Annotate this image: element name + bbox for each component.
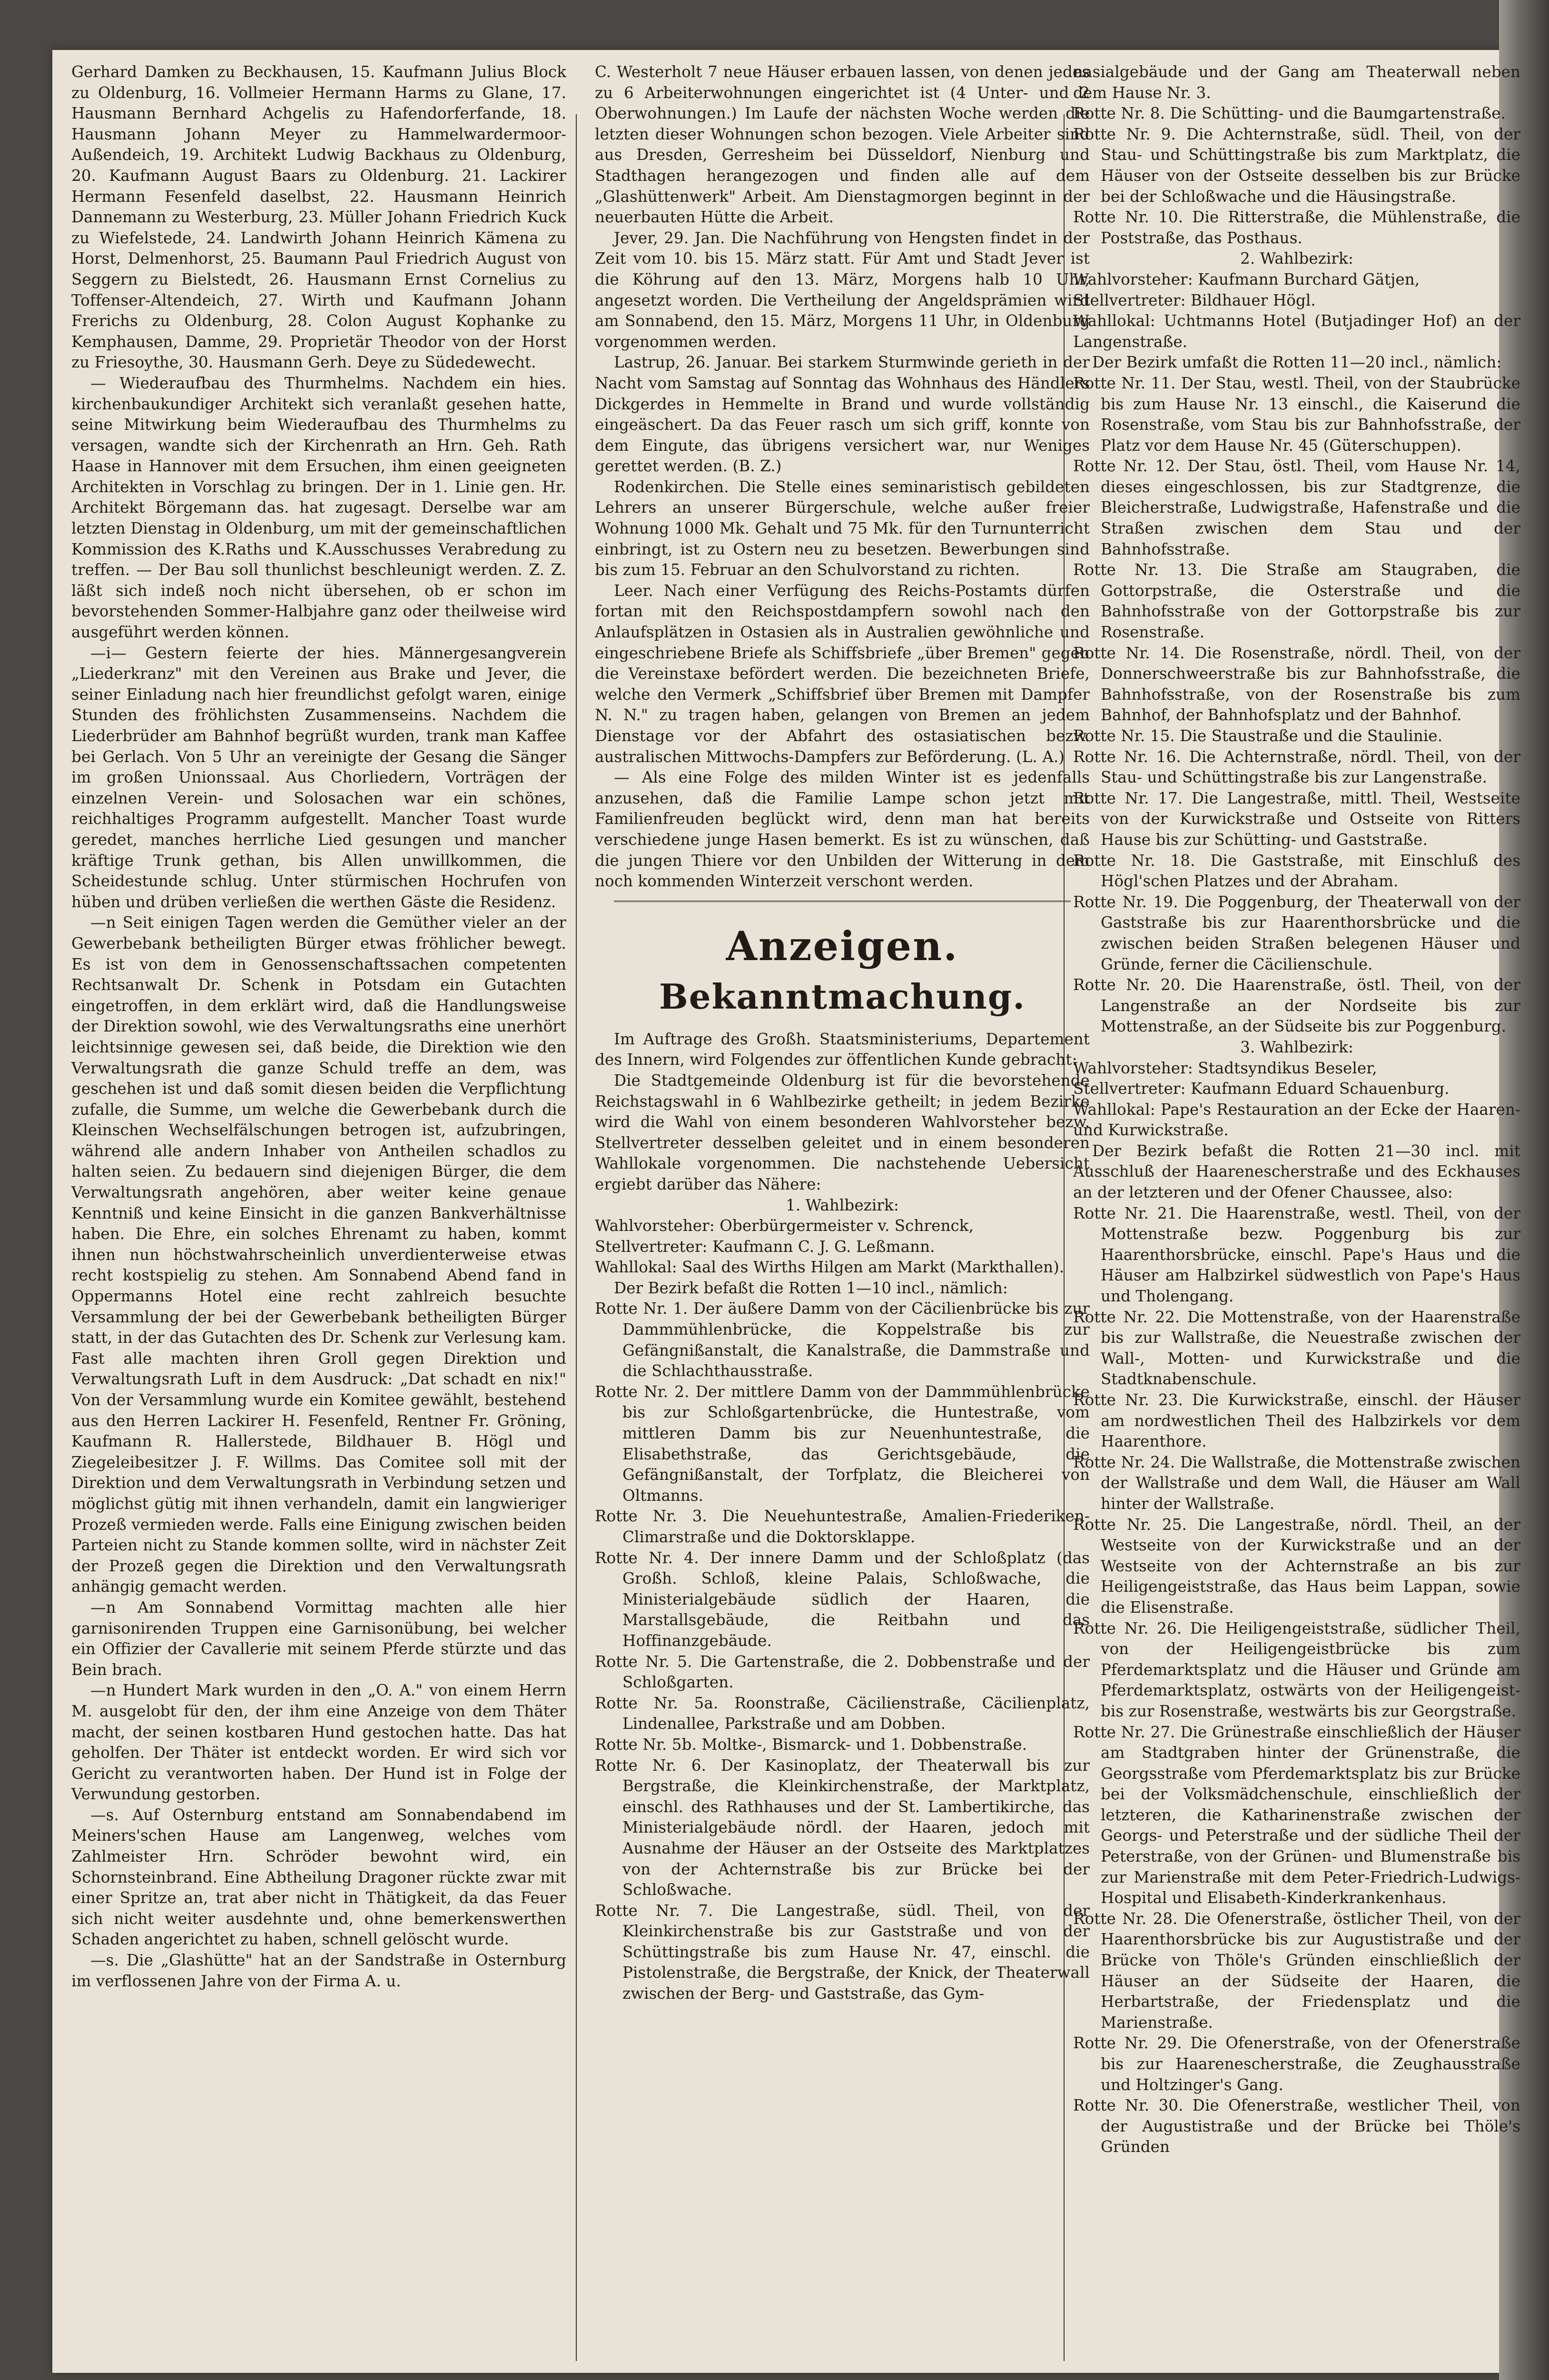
- column-middle: [595, 62, 1090, 2004]
- rotte-entry: Rotte Nr. 25. Die Langestraße, nördl. Theil, an der Westseite von der Kurwickstraße und an der Westseite von der Achternstraße an bis zur Heiligengeiststraße, das Haus beim Lappan, sowie die Elisenstraße.: [1073, 1515, 1520, 1616]
- district-deputy: Stellvertreter: Bildhauer Högl.: [1073, 291, 1316, 309]
- district-chair: Wahlvorsteher: Oberbürgermeister v. Schrenck,: [595, 1217, 974, 1235]
- rotte-entry: Rotte Nr. 17. Die Langestraße, mittl. Theil, Westseite von der Kurwickstraße und Ostseite von Ritters Hause bis zur Schütting- und Gaststraße.: [1073, 789, 1520, 849]
- rotte-entry: Rotte Nr. 12. Der Stau, östl. Theil, vom Hause Nr. 14, dieses eingeschlossen, bis zur Stadtgrenze, die Bleicherstraße, Ludwigstraße, Hafenstraße und die Straßen zwischen dem Stau und der Bahnhofsstraße.: [1073, 457, 1520, 558]
- rotte-entry: Rotte Nr. 18. Die Gaststraße, mit Einschluß des Högl'schen Platzes und der Abraham.: [1073, 851, 1520, 891]
- rotte-entry: Rotte Nr. 22. Die Mottenstraße, von der Haarenstraße bis zur Wallstraße, die Neuestraße zwischen der Wall-, Motten- und Kurwickstraße und die Stadtknabenschule.: [1073, 1308, 1520, 1388]
- rotte-entry: Rotte Nr. 24. Die Wallstraße, die Mottenstraße zwischen der Wallstraße und dem Wall, die Häuser am Wall hinter der Wallstraße.: [1073, 1453, 1520, 1513]
- district-title: 2. Wahlbezirk:: [1240, 249, 1353, 268]
- rotte-entry: Rotte Nr. 21. Die Haarenstraße, westl. Theil, von der Mottenstraße bezw. Poggenburg bis zur Haarenthorsbrücke, einschl. Pape's Haus und die Häuser am Halbzirkel südwestlich von Pape's Haus und Tholengang.: [1073, 1204, 1520, 1306]
- rotte-entry: Rotte Nr. 9. Die Achternstraße, südl. Theil, von der Stau- und Schüttingstraße bis zum Marktplatz, die Häuser von der Ostseite desselben bis zur Brücke bei der Schloßwache und die Häusingstraße.: [1073, 125, 1520, 206]
- ads-heading: Anzeigen.: [726, 922, 959, 970]
- rotte-entry: Rotte Nr. 15. Die Staustraße und die Staulinie.: [1073, 727, 1443, 745]
- rotte-entry: Rotte Nr. 5b. Moltke-, Bismarck- und 1. Dobbenstraße.: [595, 1735, 1027, 1754]
- paragraph: —s. Die „Glashütte" hat an der Sandstraße in Osternburg im verflossenen Jahre von der Firma A. u.: [71, 1951, 566, 1990]
- paragraph: Rodenkirchen. Die Stelle eines seminaristisch gebildeten Lehrers an unserer Bürgerschule, welche außer freier Wohnung 1000 Mk. Gehalt und 75 Mk. für den Turnunterricht einbringt, ist zu Ostern neu zu besetzen. Bewerbungen sind bis zum 15. Februar an den Schulvorstand zu richten.: [595, 477, 1090, 579]
- rotte-entry: Rotte Nr. 10. Die Ritterstraße, die Mühlenstraße, die Poststraße, das Posthaus.: [1073, 208, 1520, 247]
- paragraph: —n Seit einigen Tagen werden die Gemüther vieler an der Gewerbebank betheiligten Bürger etwas fröhlicher bewegt. Es ist von dem in Genossenschaftssachen competenten Rechtsanwalt Dr. Schenk in Potsdam ein Gutachten eingetroffen, in dem erklärt wird, daß die Handlungsweise der Direktion sowohl, wie des Verwaltungsraths eine unerhört leichtsinnige gewesen sei, daß beide, die Direktion wie den Verwaltungsrath die ganze Schuld treffe an dem, was geschehen ist und daß somit diesen beiden die Verpflichtung zufalle, die Summe, um welche die Gewerbebank durch die Kleinschen Wechselfälschungen betrogen ist, aufzubringen, während alle andern Inhaber von Antheilen schadlos zu halten seien. Zu bedauern sind diejenigen Bürger, die dem Verwaltungsrath angehören, aber weiter keine genaue Kenntniß und keine Einsicht in die ganzen Bankverhältnisse haben. Die Ehre, ein solches Ehrenamt zu haben, kommt ihnen nun höchstwahrscheinlich unverdienterweise etwas recht kostspielig zu stehen. Am Sonnabend Abend fand in Oppermanns Hotel eine recht zahlreich besuchte Versammlung der bei der Gewerbebank betheiligten Bürger statt, in der das Gutachten des Dr. Schenk zur Verlesung kam. Fast alle machten ihren Groll gegen Direktion und Verwaltungsrath Luft in dem Ausdruck: „Dat schadt en nix!" Von der Versammlung wurde ein Komitee gewählt, bestehend aus den Herren Lackirer H. Fesenfeld, Rentner Fr. Gröning, Kaufmann R. Hallerstede, Bildhauer B. Högl und Ziegeleibesitzer J. F. Willms. Das Comitee soll mit der Direktion und dem Verwaltungsrath in Verbindung setzen und möglichst gütig mit ihnen verhandeln, damit ein langwieriger Prozeß vermieden werde. Falls eine Einigung zwischen beiden Parteien nicht zu Stande kommen sollte, wird in nächster Zeit der Prozeß gegen die Direktion und den Verwaltungsrath anhängig gemacht werden.: [71, 913, 566, 1596]
- section-divider: [614, 901, 1071, 903]
- district-scope: Der Bezirk umfaßt die Rotten 11—20 incl., nämlich:: [1092, 353, 1502, 372]
- rotte-entry: Rotte Nr. 2. Der mittlere Damm von der Dammmühlenbrücke bis zur Schloßgartenbrücke, die Huntestraße, vom mittleren Damm bis zur Neuenhuntestraße, die Elisabethstraße, das Gerichtsgebäude, die Gefängnißanstalt, der Torfplatz, die Bleicherei von Oltmanns.: [595, 1382, 1090, 1505]
- paragraph: — Wiederaufbau des Thurmhelms. Nachdem ein hies. kirchenbaukundiger Architekt sich veranlaßt gesehen hatte, seine Mitwirkung beim Wiederaufbau des Thurmhelms zu versagen, wandte sich der Kirchenrath an Hrn. Geh. Rath Haase in Hannover mit dem Ersuchen, ihm einen geeigneten Architekten in Vorschlag zu bringen. Der in 1. Linie gen. Hr. Architekt Börgemann das. hat zugesagt. Derselbe war am letzten Dienstag in Oldenburg, um mit der gemeinschaftlichen Kommission des K.Raths und K.Ausschusses Verabredung zu treffen. — Der Bau soll thunlichst beschleunigt werden. Z. Z. läßt sich indeß noch nicht übersehen, ob er schon im bevorstehenden Sommer-Halbjahre ganz oder theilweise wird ausgeführt werden können.: [71, 374, 566, 642]
- district-venue: Wahllokal: Pape's Restauration an der Ecke der Haaren- und Kurwickstraße.: [1073, 1100, 1520, 1140]
- column-left: [71, 62, 566, 1992]
- rotte-entry: Rotte Nr. 30. Die Ofenerstraße, westlicher Theil, von der Augustistraße und der Brücke bei Thöle's Gründen: [1073, 2096, 1520, 2156]
- district-title: 3. Wahlbezirk:: [1240, 1038, 1353, 1056]
- rotte-entry: Rotte Nr. 28. Die Ofenerstraße, östlicher Theil, von der Haarenthorsbrücke bis zur Augustistraße und der Brücke von Thöle's Gründen einschließlich der Häuser an der Südseite der Haaren, die Herbartstraße, der Friedensplatz und die Marienstraße.: [1073, 1909, 1520, 2032]
- rotte-entry: Rotte Nr. 7. Die Langestraße, südl. Theil, von der Kleinkirchenstraße bis zur Gaststraße und von der Schüttingstraße bis zum Hause Nr. 47, einschl. die Pistolenstraße, die Bergstraße, der Knick, der Theaterwall zwischen der Berg- und Gaststraße, das Gym-: [595, 1901, 1090, 2003]
- paragraph: — Als eine Folge des milden Winter ist es jedenfalls anzusehen, daß die Familie Lampe schon jetzt mit Familienfreuden beglückt wird, denn man hat bereits verschiedene junge Hasen bemerkt. Es ist zu wünschen, daß die jungen Thiere vor den Unbilden der Witterung in dem noch kommenden Winterzeit verschont werden.: [595, 768, 1090, 891]
- rotte-entry: Rotte Nr. 5a. Roonstraße, Cäcilienstraße, Cäcilienplatz, Lindenallee, Parkstraße und am Dobben.: [595, 1694, 1090, 1733]
- rotte-entry-continued: nasialgebäude und der Gang am Theaterwall neben dem Hause Nr. 3.: [1073, 63, 1520, 102]
- rotte-entry: Rotte Nr. 16. Die Achternstraße, nördl. Theil, von der Stau- und Schüttingstraße bis zur Langenstraße.: [1073, 747, 1520, 787]
- district-chair: Wahlvorsteher: Kaufmann Burchard Gätjen,: [1073, 270, 1420, 288]
- column-rule: [576, 114, 577, 2361]
- district-chair: Wahlvorsteher: Stadtsyndikus Beseler,: [1073, 1059, 1377, 1077]
- district-deputy: Stellvertreter: Kaufmann Eduard Schauenburg.: [1073, 1080, 1450, 1098]
- paragraph: —n Hundert Mark wurden in den „O. A." von einem Herrn M. ausgelobt für den, der ihm eine Anzeige von dem Thäter macht, der seinen kostbaren Hund gestochen hatte. Das hat geholfen. Der Thäter ist entdeckt worden. Er wird sich vor Gericht zu verantworten haben. Der Hund ist in Folge der Verwundung gestorben.: [71, 1681, 566, 1804]
- rotte-entry: Rotte Nr. 19. Die Poggenburg, der Theaterwall von der Gaststraße bis zur Haarenthorsbrücke und die zwischen beiden Straßen belegenen Häuser und Gründe, ferner die Cäcilienschule.: [1073, 892, 1520, 973]
- district-scope: Der Bezirk befaßt die Rotten 1—10 incl., nämlich:: [614, 1279, 1008, 1297]
- rotte-entry: Rotte Nr. 8. Die Schütting- und die Baumgartenstraße.: [1073, 104, 1506, 123]
- district-scope: Der Bezirk befaßt die Rotten 21—30 incl. mit Ausschluß der Haarenescherstraße und des Eckhauses an der letzteren und der Ofener Chaussee, also:: [1073, 1141, 1520, 1202]
- rotte-entry: Rotte Nr. 20. Die Haarenstraße, östl. Theil, von der Langenstraße an der Nordseite bis zur Mottenstraße, an der Südseite bis zur Poggenburg.: [1073, 976, 1520, 1036]
- district-venue: Wahllokal: Uchtmanns Hotel (Butjadinger Hof) an der Langenstraße.: [1073, 312, 1520, 351]
- paragraph: Jever, 29. Jan. Die Nachführung von Hengsten findet in der Zeit vom 10. bis 15. März statt. Für Amt und Stadt Jever ist die Köhrung auf den 13. März, Morgens halb 10 Uhr, angesetzt worden. Die Vertheilung der Angeldsprämien wird am Sonnabend, den 15. März, Morgens 11 Uhr, in Oldenburg vorgenommen werden.: [595, 228, 1090, 351]
- column-right: [1073, 62, 1520, 2158]
- district-deputy: Stellvertreter: Kaufmann C. J. G. Leßmann.: [595, 1237, 935, 1256]
- paragraph: Im Auftrage des Großh. Staatsministeriums, Departement des Innern, wird Folgendes zur öffentlichen Kunde gebracht:: [595, 1030, 1090, 1069]
- rotte-entry: Rotte Nr. 29. Die Ofenerstraße, von der Ofenerstraße bis zur Haarenescherstraße, die Zeughausstraße und Holtzinger's Gang.: [1073, 2034, 1520, 2094]
- district-venue: Wahllokal: Saal des Wirths Hilgen am Markt (Markthallen).: [595, 1258, 1065, 1277]
- notice-heading: Bekanntmachung.: [659, 976, 1026, 1017]
- rotte-entry: Rotte Nr. 27. Die Grünestraße einschließlich der Häuser am Stadtgraben hinter der Grünenstraße, die Georgsstraße vom Pferdemarktsplatz bis zur Brücke bei der Volksmädchenschule, einschließlich der letzteren, die Katharinenstraße zwischen der Georgs- und Peterstraße und der südliche Theil der Peterstraße, von der Grünen- und Blumenstraße bis zur Marienstraße mit dem Peter-Friedrich-Ludwigs-Hospital und Elisabeth-Kinderkrankenhaus.: [1073, 1723, 1520, 1907]
- rotte-entry: Rotte Nr. 26. Die Heiligengeiststraße, südlicher Theil, von der Heiligengeistbrücke bis zum Pferdemarktsplatz und die Häuser und Gründe am Pferdemarktsplatz, ostwärts von der Heiligengeist- bis zur Rosenstraße, westwärts bis zur Georgstraße.: [1073, 1619, 1520, 1720]
- paragraph: —i— Gestern feierte der hies. Männergesangverein „Liederkranz" mit den Vereinen aus Brake und Jever, die seiner Einladung nach hier freundlichst gefolgt waren, einige Stunden des fröhlichsten Zusammenseins. Nachdem die Liederbrüder am Bahnhof begrüßt wurden, trank man Kaffee bei Gerlach. Von 5 Uhr an vereinigte der Gesang die Sänger im großen Unionssaal. Aus Chorliedern, Vorträgen der einzelnen Verein- und Solosachen war ein schönes, reichhaltiges Programm aufgestellt. Mancher Toast wurde geredet, manches herrliche Lied gesungen und mancher kräftige Trunk gethan, bis Allen unwillkommen, die Scheidestunde schlug. Unter stürmischen Hochrufen von hüben und drüben verließen die werthen Gäste die Residenz.: [71, 644, 566, 911]
- rotte-entry: Rotte Nr. 3. Die Neuehuntestraße, Amalien-Friederiken-Climarstraße und die Doktorsklappe.: [595, 1507, 1090, 1546]
- rotte-entry: Rotte Nr. 4. Der innere Damm und der Schloßplatz (das Großh. Schloß, kleine Palais, Schloßwache, die Ministerialgebäude südlich der Haaren, die Marstallsgebäude, die Reitbahn und das Hoffinanzgebäude.: [595, 1548, 1090, 1650]
- rotte-entry: Rotte Nr. 23. Die Kurwickstraße, einschl. der Häuser am nordwestlichen Theil des Halbzirkels vor dem Haarenthore.: [1073, 1391, 1520, 1451]
- rotte-entry: Rotte Nr. 6. Der Kasinoplatz, der Theaterwall bis zur Bergstraße, die Kleinkirchenstraße, der Marktplatz, einschl. des Rathhauses und der St. Lambertikirche, das Ministerialgebäude nördl. der Haaren, jedoch mit Ausnahme der Häuser an der Ostseite des Marktplatzes von der Achternstraße bis zur Brücke bei der Schloßwache.: [595, 1756, 1090, 1899]
- paragraph: C. Westerholt 7 neue Häuser erbauen lassen, von denen jedes zu 6 Arbeiterwohnungen eingerichtet ist (4 Unter- und 2 Oberwohnungen.) Im Laufe der nächsten Woche werden die letzten dieser Wohnungen schon bezogen. Viele Arbeiter sind aus Dresden, Gerresheim bei Düsseldorf, Nienburg und Stadthagen herangezogen und finden alle auf dem „Glashüttenwerk" Arbeit. Am Dienstagmorgen beginnt in der neuerbauten Hütte die Arbeit.: [595, 63, 1090, 227]
- rotte-entry: Rotte Nr. 13. Die Straße am Staugraben, die Gottorpstraße, die Osterstraße und die Bahnhofsstraße von der Gottorpstraße bis zur Rosenstraße.: [1073, 561, 1520, 642]
- paragraph: Die Stadtgemeinde Oldenburg ist für die bevorstehende Reichstagswahl in 6 Wahlbezirke getheilt; in jedem Bezirke wird die Wahl von einem besonderen Wahlvorsteher bezw. Stellvertreter desselben geleitet und in einem besonderen Wahllokale vorgenommen. Die nachstehende Uebersicht ergiebt darüber das Nähere:: [595, 1071, 1090, 1193]
- paragraph: —s. Auf Osternburg entstand am Sonnabendabend im Meiners'schen Hause am Langenweg, welches vom Zahlmeister Hrn. Schröder bewohnt wird, ein Schornsteinbrand. Eine Abtheilung Dragoner rückte zwar mit einer Spritze an, trat aber nicht in Thätigkeit, da das Feuer sich nicht weiter ausdehnte und, ohne bemerkenswerthen Schaden angerichtet zu haben, schnell gelöscht wurde.: [71, 1805, 566, 1949]
- paragraph: Gerhard Damken zu Beckhausen, 15. Kaufmann Julius Block zu Oldenburg, 16. Vollmeier Hermann Harms zu Glane, 17. Hausmann Bernhard Achgelis zu Hafendorferfande, 18. Hausmann Johann Meyer zu Hammelwardermoor-Außendeich, 19. Architekt Ludwig Backhaus zu Oldenburg, 20. Kaufmann August Baars zu Oldenburg. 21. Lackirer Hermann Fesenfeld daselbst, 22. Hausmann Heinrich Dannemann zu Westerburg, 23. Müller Johann Friedrich Kuck zu Wiefelstede, 24. Landwirth Johann Heinrich Kämena zu Horst, Delmenhorst, 25. Baumann Paul Friedrich August von Seggern zu Bielstedt, 26. Hausmann Ernst Cornelius zu Toffenser-Altendeich, 27. Wirth und Kaufmann Johann Frerichs zu Oldenburg, 28. Colon August Kophanke zu Kemphausen, Damme, 29. Proprietär Theodor von der Horst zu Friesoythe, 30. Hausmann Gerh. Deye zu Südedewecht.: [71, 63, 566, 372]
- rotte-entry: Rotte Nr. 14. Die Rosenstraße, nördl. Theil, von der Donnerschweerstraße bis zur Bahnhofsstraße, die Bahnhofsstraße, von der Rosenstraße bis zum Bahnhof, der Bahnhofsplatz und der Bahnhof.: [1073, 644, 1520, 724]
- paragraph: Leer. Nach einer Verfügung des Reichs-Postamts dürfen fortan mit den Reichspostdampfern sowohl nach den Anlaufsplätzen in Ostasien als in Australien gewöhnliche und eingeschriebene Briefe als Schiffsbriefe „über Bremen" gegen die Vereinstaxe befördert werden. Die bezeichneten Briefe, welche den Vermerk „Schiffsbrief über Bremen mit Dampfer N. N." zu tragen haben, gelangen von Bremen an jedem Dienstage vor der Abfahrt des ostasiatischen bezw. australischen Mittwochs-Dampfers zur Beförderung. (L. A.): [595, 581, 1090, 766]
- rotte-entry: Rotte Nr. 11. Der Stau, westl. Theil, von der Staubrücke bis zum Hause Nr. 13 einschl., die Kaiserund die Rosenstraße, vom Stau bis zur Bahnhofsstraße, der Platz vor dem Hause Nr. 45 (Güterschuppen).: [1073, 374, 1520, 455]
- rotte-entry: Rotte Nr. 1. Der äußere Damm von der Cäcilienbrücke bis zur Dammmühlenbrücke, die Koppelstraße bis zur Gefängnißanstalt, die Kanalstraße, die Dammstraße und die Schlachthausstraße.: [595, 1299, 1090, 1380]
- district-title: 1. Wahlbezirk:: [786, 1196, 899, 1214]
- paragraph: Lastrup, 26. Januar. Bei starkem Sturmwinde gerieth in der Nacht vom Samstag auf Sonntag das Wohnhaus des Händlers Dickgerdes in Hemmelte in Brand und wurde vollständig eingeäschert. Da das Feuer rasch um sich griff, konnte von dem Eingute, das übrigens versichert war, nur Weniges gerettet werden. (B. Z.): [595, 353, 1090, 476]
- paragraph: —n Am Sonnabend Vormittag machten alle hier garnisonirenden Truppen eine Garnisonübung, bei welcher ein Offizier der Cavallerie mit seinem Pferde stürzte und das Bein brach.: [71, 1598, 566, 1679]
- rotte-entry: Rotte Nr. 5. Die Gartenstraße, die 2. Dobbenstraße und der Schloßgarten.: [595, 1652, 1090, 1692]
